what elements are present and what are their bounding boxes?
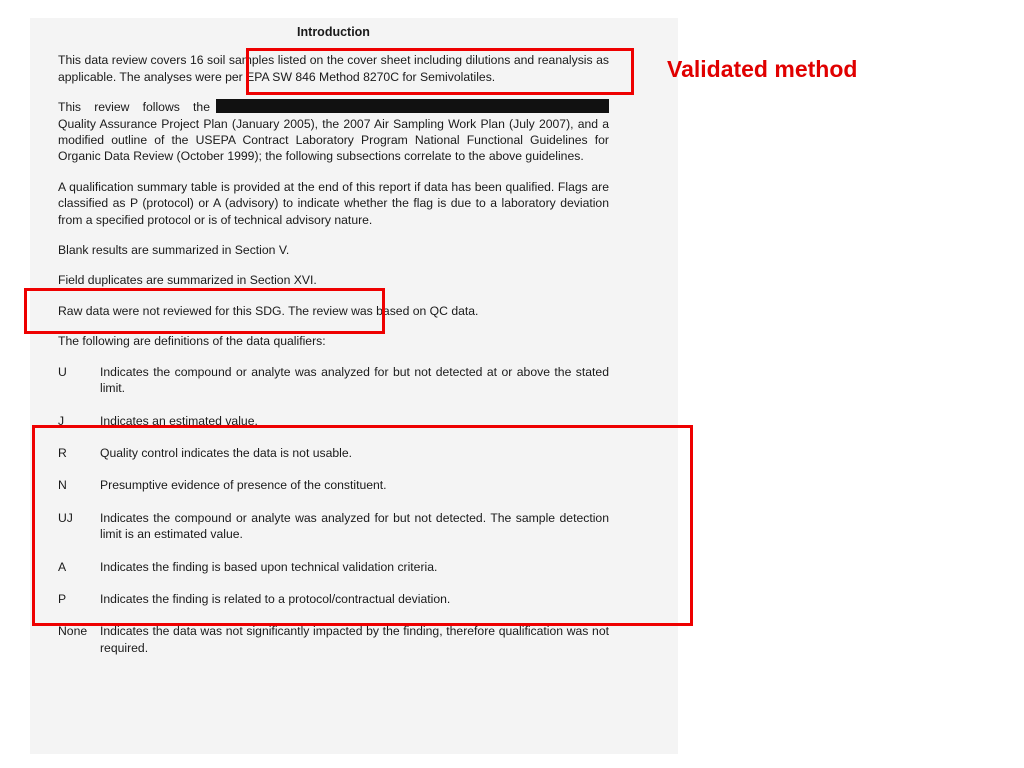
qualifier-row	[58, 623, 609, 656]
paragraph-guidelines	[58, 99, 609, 165]
qualifier-code: N	[58, 478, 67, 493]
validated-method-callout: Validated method	[667, 56, 858, 82]
document-title: Introduction	[297, 25, 370, 39]
paragraph-raw-data: Raw data were not reviewed for this SDG. The review was based on QC data.	[58, 303, 479, 318]
qualifier-code: U	[58, 364, 67, 379]
highlight-box-method	[246, 48, 634, 95]
qualifier-code: P	[58, 591, 67, 606]
qualifier-description: Indicates the data was not significantly impacted by the finding, therefore qualification was not required.	[100, 624, 609, 655]
qualifier-description: Indicates the compound or analyte was analyzed for but not detected at or above the stated limit.	[100, 364, 609, 396]
qualifier-code: None	[58, 624, 88, 639]
qualifier-description: Indicates the finding is related to a protocol/contractual deviation.	[100, 591, 451, 606]
guidelines-rest-text: Quality Assurance Project Plan (January 2005), the 2007 Air Sampling Work Plan (July 2007), and a modified outline of the USEPA Contract Laboratory Program National Functional Guidelines for Organic Data Review (October 1999); the following subsections correlate to the above guidelines.	[58, 116, 609, 164]
qualifier-description: Indicates the compound or analyte was analyzed for but not detected. The sample detection limit is an estimated value.	[100, 510, 609, 542]
qualifier-code: UJ	[58, 510, 73, 525]
qualifier-description: Indicates the finding is based upon technical validation criteria.	[100, 559, 438, 574]
guidelines-lead-text: This review follows the	[58, 100, 210, 115]
qualifier-code: A	[58, 559, 67, 574]
paragraph-field-duplicates: Field duplicates are summarized in Section XVI.	[58, 273, 317, 288]
qualifier-row	[58, 364, 609, 397]
highlight-box-qualifiers	[32, 425, 693, 626]
qualifier-code: J	[58, 413, 65, 428]
paragraph-blank-results: Blank results are summarized in Section V.	[58, 243, 290, 258]
paragraph-scope: This data review covers 16 soil samples listed on the cover sheet including dilutions and reanalysis as applicable. The analyses were per EPA SW 846 Method 8270C for Semivolatiles.	[58, 53, 609, 84]
redaction-bar	[216, 99, 609, 113]
qualifier-code: R	[58, 445, 67, 460]
paragraph-qualification-summary: A qualification summary table is provided at the end of this report if data has been qualified. Flags are classified as P (protocol) or A (advisory) to indicate whether the flag is due to a laboratory deviation from a specified protocol or is of technical advisory nature.	[58, 179, 609, 227]
paragraph-qualifier-intro: The following are definitions of the data qualifiers:	[58, 334, 326, 349]
qualifier-description: Indicates an estimated value.	[100, 413, 258, 428]
qualifier-description: Presumptive evidence of presence of the constituent.	[100, 478, 387, 493]
highlight-box-blank-results	[24, 288, 385, 334]
qualifier-description: Quality control indicates the data is not usable.	[100, 445, 353, 460]
